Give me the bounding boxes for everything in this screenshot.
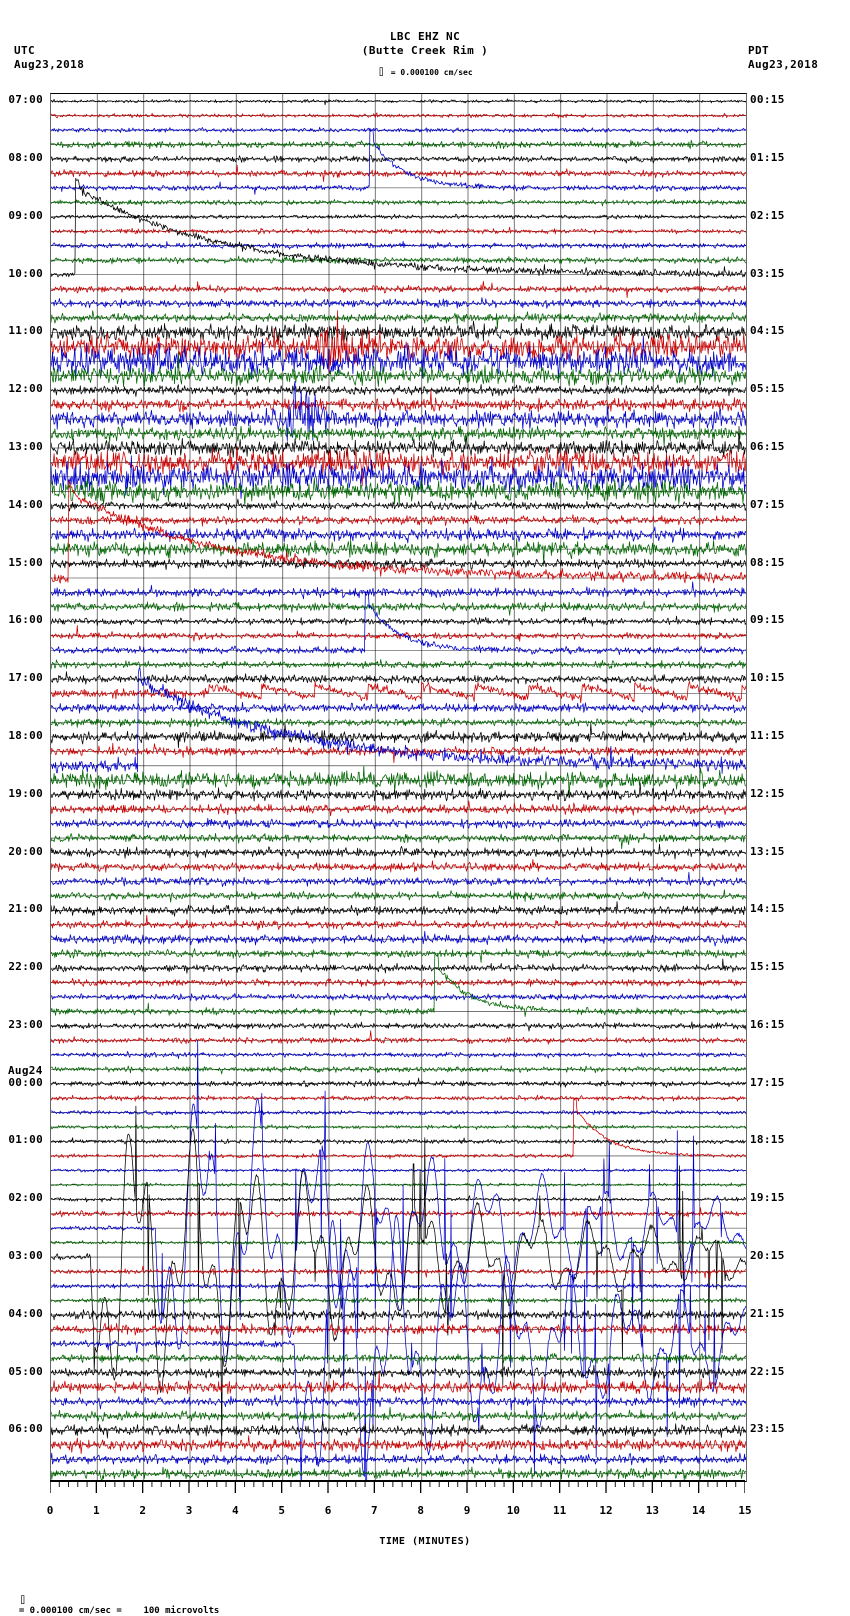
hour-label-utc: 06:00 xyxy=(8,1422,43,1436)
seismic-trace xyxy=(51,256,746,264)
seismic-trace xyxy=(51,165,746,182)
hour-label-pdt: 09:15 xyxy=(750,613,785,627)
seismic-trace xyxy=(51,385,746,397)
seismic-trace xyxy=(51,241,746,249)
seismic-trace xyxy=(51,1395,746,1410)
footer-scale-bar-icon: ⌷ xyxy=(20,1596,26,1606)
seismic-trace xyxy=(51,127,746,133)
seismic-trace xyxy=(51,390,746,412)
hour-label-pdt: 22:15 xyxy=(750,1364,785,1378)
hour-label-utc: 14:00 xyxy=(8,497,43,511)
seismic-trace xyxy=(51,959,746,973)
hour-label-utc: 02:00 xyxy=(8,1191,43,1205)
seismic-trace xyxy=(51,539,746,566)
seismic-trace xyxy=(51,311,746,329)
scale-value-label: = 0.000100 cm/sec xyxy=(390,68,473,77)
seismic-trace xyxy=(51,801,746,816)
x-tick-label: 14 xyxy=(692,1504,706,1517)
hour-label-pdt: 07:15 xyxy=(750,497,785,511)
hour-label-utc: 15:00 xyxy=(8,555,43,569)
seismic-trace xyxy=(51,783,746,801)
hour-label-utc: 11:00 xyxy=(8,324,43,338)
seismic-trace xyxy=(51,1196,746,1204)
hour-label-pdt: 08:15 xyxy=(750,555,785,569)
hour-label-utc: 03:00 xyxy=(8,1249,43,1263)
hour-label-utc: 23:00 xyxy=(8,1017,43,1031)
seismic-trace xyxy=(51,1266,746,1279)
seismic-trace xyxy=(51,872,746,886)
x-tick-label: 0 xyxy=(46,1504,54,1517)
x-axis-label: TIME (MINUTES) xyxy=(379,1536,471,1547)
x-tick-label: 7 xyxy=(371,1504,378,1517)
seismic-trace xyxy=(51,321,746,342)
x-tick-label: 9 xyxy=(463,1504,471,1517)
utc-zone-label: UTC xyxy=(14,44,36,57)
seismic-trace xyxy=(51,298,746,309)
seismic-trace xyxy=(51,582,746,599)
seismic-trace xyxy=(51,844,746,859)
seismic-trace xyxy=(51,953,746,1017)
hour-label-utc: 13:00 xyxy=(8,439,43,453)
hour-label-pdt: 18:15 xyxy=(750,1133,785,1147)
seismic-trace xyxy=(51,1078,746,1088)
seismic-trace xyxy=(51,311,746,374)
x-tick-label: 3 xyxy=(185,1504,193,1517)
utc-date-label: Aug23,2018 xyxy=(14,58,85,71)
seismic-trace xyxy=(51,1353,746,1365)
hour-label-pdt: 19:15 xyxy=(750,1191,785,1205)
x-tick-label: 13 xyxy=(645,1504,659,1517)
hour-label-pdt: 13:15 xyxy=(750,844,785,858)
seismic-trace xyxy=(51,681,746,703)
hour-label-utc: 05:00 xyxy=(8,1364,43,1378)
seismic-trace xyxy=(51,425,746,446)
seismic-trace xyxy=(51,199,746,206)
seismic-trace xyxy=(51,601,746,615)
hour-label-utc: 12:00 xyxy=(8,382,43,396)
seismic-trace xyxy=(51,915,746,930)
seismic-trace xyxy=(51,859,746,872)
seismic-trace xyxy=(51,1031,746,1044)
hour-label-utc: 19:00 xyxy=(8,786,43,800)
x-tick-label: 1 xyxy=(93,1504,100,1517)
seismic-trace xyxy=(51,281,746,297)
seismic-trace xyxy=(51,931,746,946)
seismic-trace xyxy=(51,1453,746,1465)
seismic-trace xyxy=(51,227,746,234)
amplitude-scale-legend xyxy=(0,68,850,78)
station-code: LBC EHZ NC xyxy=(389,30,461,43)
seismic-trace xyxy=(51,1365,746,1379)
x-tick-label: 11 xyxy=(553,1504,567,1517)
hour-label-utc: 10:00 xyxy=(8,266,43,280)
hour-label-utc: 08:00 xyxy=(8,151,43,165)
seismic-trace xyxy=(51,1138,746,1145)
seismic-trace xyxy=(51,672,746,685)
pdt-date-label: Aug23,2018 xyxy=(748,58,819,71)
seismic-trace xyxy=(51,1099,746,1160)
hour-label-utc: 09:00 xyxy=(8,208,43,222)
hour-label-utc: 16:00 xyxy=(8,613,43,627)
hour-label-pdt: 00:15 xyxy=(750,93,785,107)
footer-scale-text: = 0.000100 cm/sec = 100 microvolts xyxy=(18,1606,220,1616)
seismic-trace xyxy=(51,1022,746,1031)
hour-label-pdt: 20:15 xyxy=(750,1249,785,1263)
x-tick-label: 10 xyxy=(506,1504,520,1517)
time-axis-ticks xyxy=(50,1480,745,1502)
station-location: (Butte Creek Rim ) xyxy=(361,44,489,57)
hour-label-pdt: 11:15 xyxy=(750,728,785,742)
x-tick-label: 12 xyxy=(599,1504,613,1517)
hour-label-utc: 20:00 xyxy=(8,844,43,858)
hour-label-utc: 04:00 xyxy=(8,1306,43,1320)
hour-label-utc: 07:00 xyxy=(8,93,43,107)
seismic-trace xyxy=(51,723,746,748)
x-tick-label: 2 xyxy=(139,1504,146,1517)
hour-label-pdt: 05:15 xyxy=(750,382,785,396)
hour-label-utc: 18:00 xyxy=(8,728,43,742)
x-tick-label: 15 xyxy=(738,1504,752,1517)
pdt-zone-label: PDT xyxy=(748,44,770,57)
hour-label-pdt: 03:15 xyxy=(750,266,785,280)
hour-label-pdt: 06:15 xyxy=(750,439,785,453)
seismic-trace xyxy=(51,902,746,917)
seismic-trace xyxy=(51,1066,746,1074)
hour-label-pdt: 17:15 xyxy=(750,1075,785,1089)
station-title xyxy=(0,30,850,58)
seismic-trace xyxy=(51,1106,746,1443)
seismic-trace xyxy=(51,156,746,164)
hour-label-pdt: 16:15 xyxy=(750,1017,785,1031)
hour-label-pdt: 04:15 xyxy=(750,324,785,338)
x-tick-label: 5 xyxy=(278,1504,285,1517)
seismic-trace xyxy=(51,833,746,849)
hour-label-utc: 22:00 xyxy=(8,960,43,974)
x-tick-label: 8 xyxy=(417,1504,424,1517)
hour-label-utc: 17:00 xyxy=(8,671,43,685)
seismic-trace xyxy=(51,1421,746,1438)
hour-label-pdt: 01:15 xyxy=(750,151,785,165)
hour-label-utc: 00:00 xyxy=(8,1075,43,1089)
seismogram-canvas xyxy=(51,94,746,1481)
x-tick-label: 6 xyxy=(324,1504,332,1517)
hour-label-pdt: 12:15 xyxy=(750,786,785,800)
helicorder-plot[interactable] xyxy=(50,93,747,1482)
seismic-trace xyxy=(51,129,746,195)
seismic-trace xyxy=(51,99,746,105)
seismic-trace xyxy=(51,1436,746,1454)
seismic-trace xyxy=(51,499,746,511)
hour-label-utc: 21:00 xyxy=(8,902,43,916)
seismic-trace xyxy=(51,1095,746,1101)
seismic-trace xyxy=(51,702,746,713)
hour-label-pdt: 10:15 xyxy=(750,671,785,685)
seismic-trace xyxy=(51,1211,746,1481)
hour-label-pdt: 21:15 xyxy=(750,1306,785,1320)
hour-label-pdt: 02:15 xyxy=(750,208,785,222)
seismic-trace xyxy=(51,978,746,988)
seismic-trace xyxy=(51,1208,746,1218)
seismic-trace xyxy=(51,993,746,1001)
hour-label-pdt: 14:15 xyxy=(750,902,785,916)
hour-label-pdt: 23:15 xyxy=(750,1422,785,1436)
x-tick-label: 4 xyxy=(232,1504,239,1517)
seismic-trace xyxy=(51,949,746,963)
seismic-trace xyxy=(51,1407,746,1421)
scale-bar-icon: ⌷ xyxy=(378,68,385,78)
seismic-trace xyxy=(51,178,746,277)
footer-scale-note xyxy=(8,1586,219,1616)
hour-label-utc: 01:00 xyxy=(8,1133,43,1147)
time-axis xyxy=(46,1480,752,1540)
day-change-label: Aug24 xyxy=(8,1063,43,1077)
hour-label-pdt: 15:15 xyxy=(750,960,785,974)
